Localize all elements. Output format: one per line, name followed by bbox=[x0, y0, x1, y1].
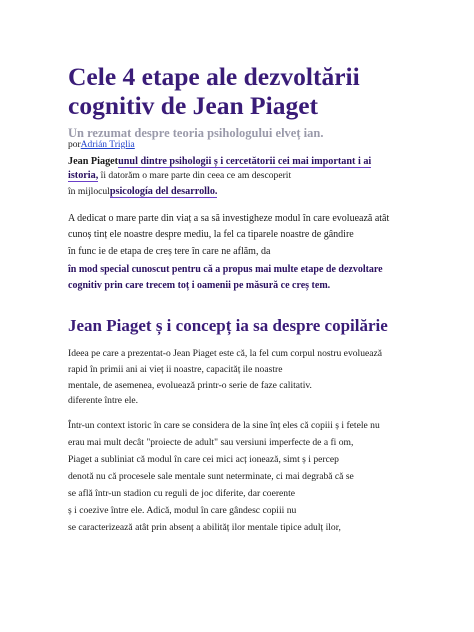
paragraph-2-line: diferente între ele. bbox=[68, 395, 139, 406]
lead-line3-prefix: în mijlocul bbox=[68, 186, 110, 197]
byline bbox=[68, 139, 135, 151]
paragraph-2-line: Ideea pe care a prezentat-o Jean Piaget este că, la fel cum corpul nostru evoluează bbox=[68, 348, 383, 359]
paragraph-3-line: Piaget a subliniat că modul în care cei mici acț ionează, simt ș i percep bbox=[68, 454, 339, 465]
paragraph-3-line: se caracterizează atât prin absenț a abilităț ilor mentale tipice adulț ilor, bbox=[68, 522, 341, 533]
paragraph-3-line: ș i coezive între ele. Adică, modul în care gândesc copiii nu bbox=[68, 505, 297, 516]
lead-intro: Jean Piaget bbox=[68, 156, 119, 167]
section-heading: Jean Piaget ș i concepț ia sa despre copilărie bbox=[68, 316, 388, 335]
byline-prefix: por bbox=[68, 140, 81, 150]
paragraph-1-line: A dedicat o mare parte din viaț a sa să investigheze modul în care evoluează atât bbox=[68, 213, 390, 224]
lead-line2-text: îi datorăm o mare parte din ceea ce am descoperit bbox=[98, 170, 292, 181]
article-subtitle: Un rezumat despre teoria psihologului elveț ian. bbox=[68, 126, 324, 140]
paragraph-3-line: erau mai mult decât "proiecte de adult" sau versiuni imperfecte de a fi om, bbox=[68, 437, 354, 448]
paragraph-1-line: în func ie de etapa de creș tere în care ne aflăm, da bbox=[68, 246, 271, 257]
paragraph-1-bold-line: în mod special cunoscut pentru că a propus mai multe etape de dezvoltare bbox=[68, 264, 383, 275]
paragraph-3-line: denotă nu că procesele sale mentale sunt neterminate, ci mai degrabă că se bbox=[68, 471, 354, 482]
link-psihologii[interactable]: unul dintre psihologii ș i cercetătorii cei mai important i ai bbox=[118, 156, 372, 167]
paragraph-3-line: Într-un context istoric în care se considera de la sine înț eles că copiii ș i fetele nu bbox=[68, 420, 380, 431]
paragraph-3-line: se află într-un stadion cu reguli de joc diferite, dar coerente bbox=[68, 488, 296, 499]
paragraph-1-line: cunoș tinț ele noastre despre mediu, la fel ca tiparele noastre de gândire bbox=[68, 229, 354, 240]
paragraph-2-line: mentale, de asemenea, evoluează printr-o serie de faze calitativ. bbox=[68, 380, 312, 391]
link-psicologia-desarrollo[interactable]: psicología del desarrollo. bbox=[109, 186, 218, 197]
article-title: Cele 4 etape ale dezvoltării cognitiv de Jean Piaget bbox=[68, 62, 360, 120]
paragraph-2-line: rapid în primii ani ai vieț ii noastre, capacităț ile noastre bbox=[68, 364, 283, 375]
link-istoria[interactable]: istoria, bbox=[68, 170, 99, 181]
paragraph-1-bold-line: cognitiv prin care trecem toț i oamenii pe măsură ce creș tem. bbox=[68, 280, 331, 291]
author-link[interactable]: Adrián Triglia bbox=[80, 140, 135, 150]
